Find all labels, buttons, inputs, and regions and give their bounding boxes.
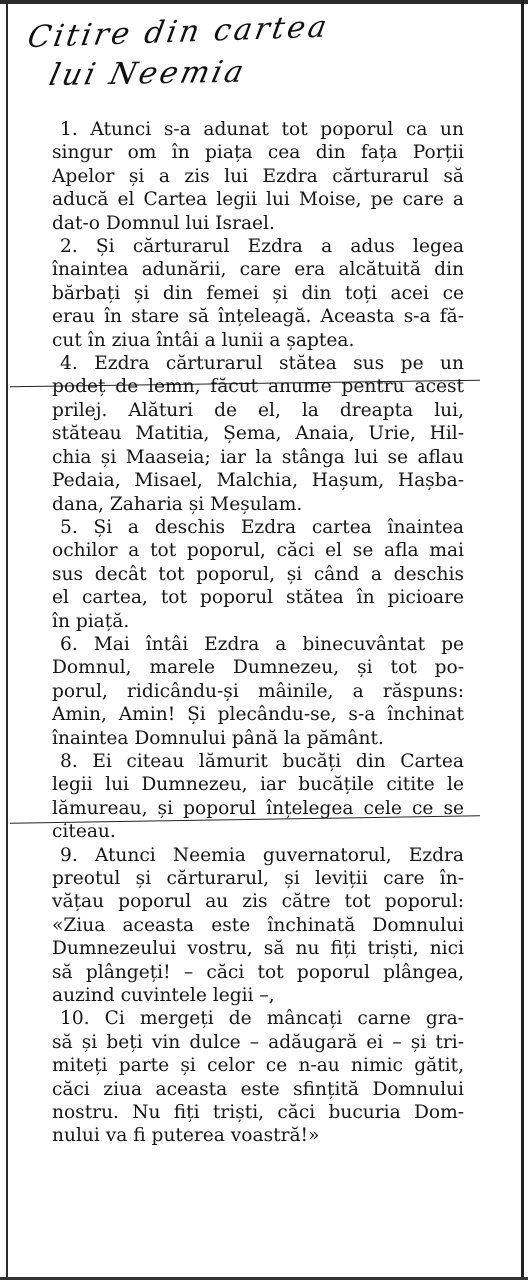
verse-line: 6. Mai întâi Ezdra a binecuvântat pe bbox=[60, 633, 464, 655]
verse-line: aducă el Cartea legii lui Moise, pe care a bbox=[52, 189, 464, 211]
verse-line: Dumnezeului vostru, să nu fiți triști, nici bbox=[52, 938, 464, 960]
verse-line: porul, ridicându-și mâinile, a răspuns: bbox=[52, 680, 464, 702]
verse-line: 5. Și a deschis Ezdra cartea înaintea bbox=[60, 516, 464, 538]
verse-line: Pedaia, Misael, Malchia, Hașum, Hașba- bbox=[52, 470, 464, 492]
verse-line: vățau poporul au zis către tot poporul: bbox=[52, 891, 464, 913]
scan-border-top bbox=[0, 0, 528, 4]
verse-line: 10. Ci mergeți de mâncați carne gra- bbox=[60, 1008, 464, 1030]
verse-line: nostru. Nu fiți triști, căci bucuria Dom- bbox=[52, 1102, 464, 1124]
verse-line: înaintea adunării, care era alcătuită din bbox=[52, 259, 464, 281]
verse-line: cut în ziua întâi a lunii a șaptea. bbox=[52, 329, 355, 351]
verse-line: legii lui Dumnezeu, iar bucățile citite le bbox=[52, 774, 464, 796]
handwritten-heading-line-1: Citire din cartea bbox=[24, 9, 333, 56]
verse-line: bărbați și din femei și din toți acei ce bbox=[52, 282, 464, 304]
verse-line: Amin, Amin! Și plecându-se, s-a închinat bbox=[52, 704, 464, 726]
verse-paragraph bbox=[52, 118, 464, 235]
verse-line: citeau. bbox=[52, 821, 116, 843]
verse-line: nului va fi puterea voastră!» bbox=[52, 1125, 320, 1147]
verse-line: dat-o Domnul lui Israel. bbox=[52, 212, 275, 234]
verse-line: sus decât tot poporul, și când a deschis bbox=[52, 563, 464, 585]
verse-line: singur om în piața cea din fața Porții bbox=[52, 142, 464, 164]
verse-line: înaintea Domnului până la pământ. bbox=[52, 727, 384, 749]
verse-line: stăteau Matitia, Șema, Anaia, Urie, Hil- bbox=[52, 423, 464, 445]
verse-paragraph bbox=[52, 750, 464, 844]
verse-paragraph bbox=[52, 633, 464, 750]
verse-line: Apelor și a zis lui Ezdra cărturarul să bbox=[52, 165, 464, 187]
scripture-text bbox=[52, 118, 464, 1148]
verse-paragraph bbox=[52, 1007, 464, 1147]
verse-line: Domnul, marele Dumnezeu, și tot po- bbox=[52, 657, 464, 679]
verse-line: să și beți vin dulce – adăugară ei – și tri- bbox=[52, 1031, 464, 1053]
handwritten-heading-line-2: lui Neemia bbox=[45, 54, 250, 94]
scan-border-right bbox=[521, 0, 524, 1280]
verse-line: să plângeți! – căci tot poporul plângea, bbox=[52, 961, 464, 983]
verse-line: podeț de lemn, făcut anume pentru acest bbox=[52, 376, 464, 398]
verse-line: 4. Ezdra cărturarul stătea sus pe un bbox=[60, 353, 464, 375]
verse-line: 2. Și cărturarul Ezdra a adus legea bbox=[60, 236, 464, 258]
verse-line: «Ziua aceasta este închinată Domnului bbox=[52, 914, 464, 936]
verse-line: chia și Maaseia; iar la stânga lui se aflau bbox=[52, 446, 464, 468]
verse-line: dana, Zaharia și Meșulam. bbox=[52, 493, 303, 515]
handwritten-heading bbox=[22, 8, 502, 98]
verse-line: 9. Atunci Neemia guvernatorul, Ezdra bbox=[60, 844, 464, 866]
verse-line: erau în stare să înțeleagă. Aceasta s-a fă- bbox=[52, 306, 464, 328]
verse-line: auzind cuvintele legii –, bbox=[52, 985, 275, 1007]
verse-paragraph bbox=[52, 844, 464, 1008]
verse-line: ochilor a tot poporul, căci el se afla mai bbox=[52, 540, 464, 562]
verse-line: în piață. bbox=[52, 610, 130, 632]
scan-border-left bbox=[6, 0, 8, 1280]
verse-line: lămureau, și poporul înțelegea cele ce se bbox=[52, 797, 464, 819]
verse-paragraph bbox=[52, 235, 464, 352]
verse-line: el cartea, tot poporul stătea în picioare bbox=[52, 587, 464, 609]
verse-line: prilej. Alături de el, la dreapta lui, bbox=[52, 399, 464, 421]
verse-line: 8. Ei citeau lămurit bucăți din Cartea bbox=[60, 750, 464, 772]
verse-paragraph bbox=[52, 516, 464, 633]
verse-line: preotul și cărturarul, și leviții care în- bbox=[52, 868, 464, 889]
verse-line: căci ziua aceasta este sfințită Domnului bbox=[52, 1078, 464, 1100]
verse-paragraph bbox=[52, 352, 464, 516]
verse-line: 1. Atunci s-a adunat tot poporul ca un bbox=[60, 119, 464, 140]
verse-line: miteți parte și celor ce n-au nimic gătit, bbox=[52, 1055, 464, 1077]
